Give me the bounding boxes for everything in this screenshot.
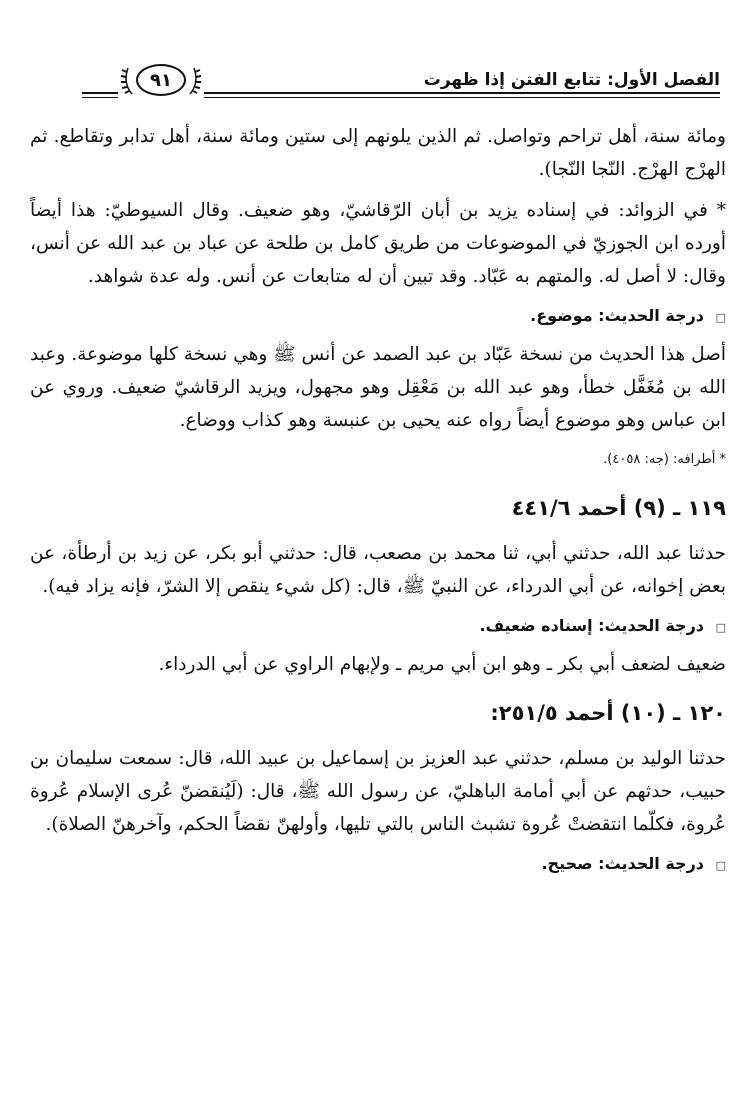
hadith-text: حدثنا عبد الله، حدثني أبي، ثنا محمد بن مصعب، قال: حدثني أبو بكر، عن زيد بن أرطأة، عن بعض إخوانه، عن أبي الدرداء، عن النبيّ ﷺ، قال: (كل شيء ينقص إلا الشرّ، فإنه يزاد فيه). xyxy=(30,543,726,597)
page-body xyxy=(30,120,726,886)
page-number-badge xyxy=(118,64,204,98)
grade-value: صحيح. xyxy=(541,854,593,873)
page-header xyxy=(90,62,720,104)
square-bullet-icon: □ xyxy=(715,311,726,324)
laurel-right-icon xyxy=(186,67,202,95)
header-rule-end xyxy=(82,92,100,94)
header-rule-end-thin xyxy=(82,97,100,98)
grade-label: درجة الحديث: xyxy=(598,616,705,635)
grade-label: درجة الحديث: xyxy=(598,854,705,873)
running-title: الفصل الأول: تتابع الفتن إذا ظهرت xyxy=(423,70,720,90)
paragraph: ضعيف لضعف أبي بكر ـ وهو ابن أبي مريم ـ ولإبهام الراوي عن أبي الدرداء. xyxy=(158,654,726,675)
square-bullet-icon: □ xyxy=(715,859,726,872)
laurel-left-icon xyxy=(120,67,136,95)
grade-value: إسناده ضعيف. xyxy=(479,616,593,635)
atraf-note: * أطرافه: (جه: ٤٠٥٨). xyxy=(603,452,726,467)
grade-value: موضوع. xyxy=(530,306,593,325)
hadith-grade xyxy=(30,609,726,644)
grade-label: درجة الحديث: xyxy=(598,306,705,325)
hadith-grade xyxy=(30,299,726,334)
paragraph: ومائة سنة، أهل تراحم وتواصل. ثم الذين يلونهم إلى ستين ومائة سنة، أهل تدابر وتقاطع. ثم الهرْج الهرْج. النّجا النّجا). xyxy=(30,126,726,180)
paragraph: أصل هذا الحديث من نسخة عَبّاد بن عبد الصمد عن أنس ﷺ وهي نسخة كلها موضوعة. وعبد الله بن مُغَفَّل خطأ، وهو عبد الله بن مَعْقِل وهو مجهول، ويزيد الرقاشيّ ضعيف. وروي عن ابن عباس وهو موضوع أيضاً رواه عنه يحيى بن عنبسة وهو كذاب ووضاع. xyxy=(30,344,726,431)
square-bullet-icon: □ xyxy=(715,621,726,634)
hadith-grade xyxy=(30,847,726,882)
page-number: ٩١ xyxy=(136,64,186,96)
hadith-heading: ١١٩ ـ (٩) أحمد ٤٤١/٦ xyxy=(511,496,726,520)
hadith-heading: ١٢٠ ـ (١٠) أحمد ٢٥١/٥: xyxy=(490,701,726,725)
hadith-text: حدثنا الوليد بن مسلم، حدثني عبد العزيز بن إسماعيل بن عبيد الله، قال: سمعت سليمان بن حبيب، حدثهم عن أبي أمامة الباهليّ، عن رسول الله ﷺ، قال: (لَيُنقضنّ عُرى الإسلام عُروة عُروة، فكلّما انتقضتْ عُروة تشبث الناس بالتي تليها، وأولهنّ نقضاً الحكم، وآخرهنّ الصلاة). xyxy=(30,748,726,835)
zawaid-note: * في الزوائد: في إسناده يزيد بن أبان الرّقاشيّ، وهو ضعيف. وقال السيوطيّ: هذا أيضاً أورده ابن الجوزيّ في الموضوعات من طريق كامل بن طلحة عن عباد بن عبد الله عن أنس، وقال: لا أصل له. والمتهم به عَبّاد. وقد تبين أن له متابعات عن أنس. وله عدة شواهد. xyxy=(30,200,726,287)
